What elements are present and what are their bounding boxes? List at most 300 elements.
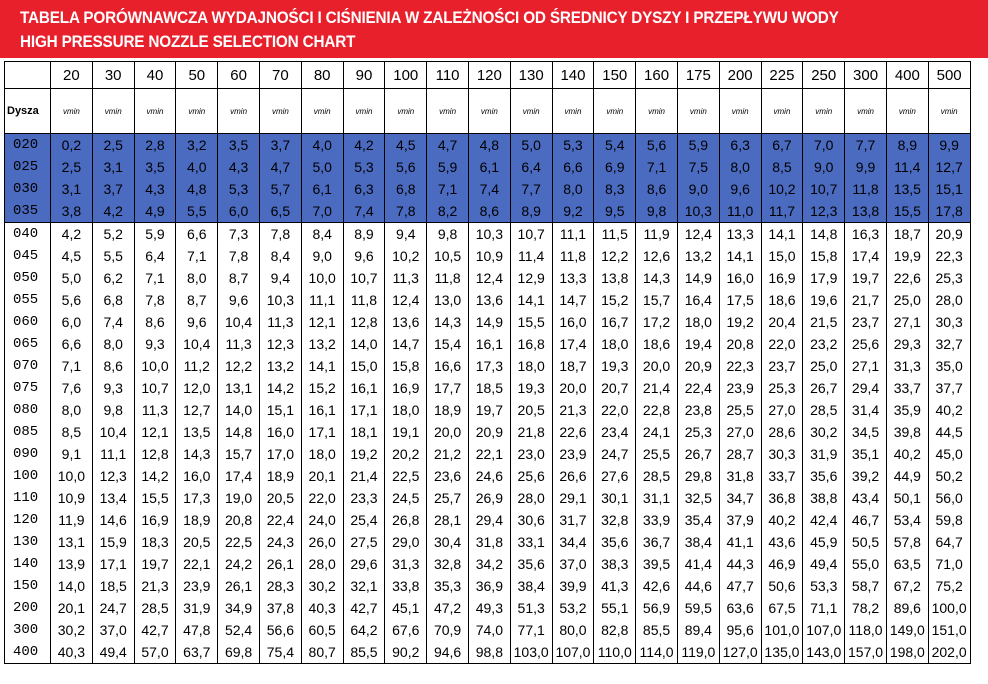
pressure-header: 60 [218, 62, 260, 89]
flow-value: 127,0 [719, 641, 761, 664]
flow-value: 4,0 [301, 134, 343, 157]
flow-value: 40,2 [886, 443, 928, 465]
flow-value: 10,4 [176, 333, 218, 355]
flow-value: 6,3 [343, 178, 385, 200]
flow-value: 22,4 [677, 377, 719, 399]
flow-value: 11,0 [719, 200, 761, 223]
flow-value: 25,5 [636, 443, 678, 465]
pressure-header: 100 [385, 62, 427, 89]
unit-label: vmin [427, 89, 469, 134]
nozzle-size: 065 [5, 333, 51, 355]
flow-value: 30,4 [427, 531, 469, 553]
flow-value: 14,9 [468, 311, 510, 333]
flow-value: 26,1 [259, 553, 301, 575]
flow-value: 4,3 [218, 156, 260, 178]
flow-value: 16,4 [677, 289, 719, 311]
nozzle-size: 030 [5, 178, 51, 200]
flow-value: 29,4 [845, 377, 887, 399]
flow-value: 13,5 [886, 178, 928, 200]
flow-value: 17,3 [468, 355, 510, 377]
flow-value: 50,1 [886, 487, 928, 509]
flow-value: 15,2 [301, 377, 343, 399]
flow-value: 24,7 [92, 597, 134, 619]
flow-value: 10,7 [510, 223, 552, 246]
nozzle-size: 050 [5, 267, 51, 289]
flow-value: 25,3 [928, 267, 970, 289]
flow-value: 5,5 [92, 245, 134, 267]
pressure-header: 225 [761, 62, 803, 89]
flow-value: 20,5 [259, 487, 301, 509]
flow-value: 20,0 [636, 355, 678, 377]
nozzle-size: 085 [5, 421, 51, 443]
flow-value: 51,3 [510, 597, 552, 619]
flow-value: 38,4 [677, 531, 719, 553]
flow-value: 41,3 [594, 575, 636, 597]
flow-value: 13,9 [51, 553, 93, 575]
flow-value: 25,6 [845, 333, 887, 355]
flow-value: 16,6 [427, 355, 469, 377]
flow-value: 18,0 [301, 443, 343, 465]
flow-value: 21,3 [552, 399, 594, 421]
flow-value: 34,9 [218, 597, 260, 619]
flow-value: 4,5 [385, 134, 427, 157]
flow-value: 103,0 [510, 641, 552, 664]
flow-value: 11,8 [552, 245, 594, 267]
flow-value: 15,5 [886, 200, 928, 223]
flow-value: 14,0 [51, 575, 93, 597]
flow-value: 8,5 [51, 421, 93, 443]
flow-value: 31,3 [385, 553, 427, 575]
flow-value: 3,1 [92, 156, 134, 178]
flow-value: 42,7 [134, 619, 176, 641]
flow-value: 16,3 [845, 223, 887, 246]
flow-value: 89,6 [886, 597, 928, 619]
flow-value: 13,3 [552, 267, 594, 289]
nozzle-size: 025 [5, 156, 51, 178]
flow-value: 8,0 [176, 267, 218, 289]
flow-value: 49,4 [92, 641, 134, 664]
nozzle-size: 090 [5, 443, 51, 465]
flow-value: 32,5 [677, 487, 719, 509]
flow-value: 33,9 [636, 509, 678, 531]
flow-value: 17,2 [636, 311, 678, 333]
flow-value: 46,9 [761, 553, 803, 575]
flow-value: 15,4 [427, 333, 469, 355]
unit-label: vmin [385, 89, 427, 134]
flow-value: 49,3 [468, 597, 510, 619]
flow-value: 11,1 [92, 443, 134, 465]
flow-value: 143,0 [803, 641, 845, 664]
flow-value: 44,5 [928, 421, 970, 443]
flow-value: 25,3 [677, 421, 719, 443]
flow-value: 11,3 [218, 333, 260, 355]
flow-value: 19,7 [468, 399, 510, 421]
flow-value: 157,0 [845, 641, 887, 664]
corner-cell [5, 62, 51, 89]
flow-value: 95,6 [719, 619, 761, 641]
table-row [5, 509, 971, 531]
nozzle-size: 100 [5, 465, 51, 487]
flow-value: 13,2 [677, 245, 719, 267]
flow-value: 9,4 [259, 267, 301, 289]
flow-value: 8,0 [51, 399, 93, 421]
nozzle-size: 060 [5, 311, 51, 333]
flow-value: 59,8 [928, 509, 970, 531]
flow-value: 31,4 [845, 399, 887, 421]
flow-value: 3,8 [51, 200, 93, 223]
flow-value: 24,6 [468, 465, 510, 487]
flow-value: 27,5 [343, 531, 385, 553]
flow-value: 6,4 [134, 245, 176, 267]
flow-value: 16,0 [719, 267, 761, 289]
flow-value: 7,3 [218, 223, 260, 246]
flow-value: 18,7 [552, 355, 594, 377]
flow-value: 44,9 [886, 465, 928, 487]
flow-value: 39,8 [886, 421, 928, 443]
flow-value: 135,0 [761, 641, 803, 664]
flow-value: 12,4 [385, 289, 427, 311]
flow-value: 18,6 [761, 289, 803, 311]
flow-value: 20,9 [928, 223, 970, 246]
flow-value: 55,1 [594, 597, 636, 619]
flow-value: 16,9 [385, 377, 427, 399]
flow-value: 2,8 [134, 134, 176, 157]
flow-value: 2,5 [92, 134, 134, 157]
flow-value: 43,6 [761, 531, 803, 553]
flow-value: 40,2 [761, 509, 803, 531]
flow-value: 6,8 [92, 289, 134, 311]
flow-value: 19,7 [134, 553, 176, 575]
flow-value: 12,7 [928, 156, 970, 178]
flow-value: 16,0 [176, 465, 218, 487]
nozzle-size: 080 [5, 399, 51, 421]
flow-value: 202,0 [928, 641, 970, 664]
flow-value: 7,0 [803, 134, 845, 157]
flow-value: 13,1 [51, 531, 93, 553]
flow-value: 34,5 [845, 421, 887, 443]
flow-value: 12,8 [134, 443, 176, 465]
flow-value: 15,7 [218, 443, 260, 465]
flow-value: 15,1 [259, 399, 301, 421]
flow-value: 28,1 [427, 509, 469, 531]
flow-value: 11,3 [134, 399, 176, 421]
flow-value: 25,6 [510, 465, 552, 487]
flow-value: 4,2 [51, 223, 93, 246]
flow-value: 80,7 [301, 641, 343, 664]
flow-value: 58,7 [845, 575, 887, 597]
flow-value: 27,1 [845, 355, 887, 377]
flow-value: 27,1 [886, 311, 928, 333]
unit-label: vmin [552, 89, 594, 134]
pressure-header: 30 [92, 62, 134, 89]
flow-value: 16,1 [468, 333, 510, 355]
flow-value: 12,1 [301, 311, 343, 333]
flow-value: 28,6 [761, 421, 803, 443]
flow-value: 12,9 [510, 267, 552, 289]
flow-value: 6,6 [552, 156, 594, 178]
flow-value: 19,3 [594, 355, 636, 377]
flow-value: 26,0 [301, 531, 343, 553]
flow-value: 20,8 [719, 333, 761, 355]
table-row [5, 200, 971, 223]
flow-value: 11,5 [594, 223, 636, 246]
flow-value: 13,2 [301, 333, 343, 355]
pressure-header: 300 [845, 62, 887, 89]
flow-value: 42,7 [343, 597, 385, 619]
flow-value: 33,7 [761, 465, 803, 487]
flow-value: 57,0 [134, 641, 176, 664]
flow-value: 18,9 [259, 465, 301, 487]
flow-value: 29,6 [343, 553, 385, 575]
flow-value: 56,9 [636, 597, 678, 619]
flow-value: 67,2 [886, 575, 928, 597]
flow-value: 18,9 [427, 399, 469, 421]
flow-value: 21,4 [343, 465, 385, 487]
flow-value: 30,6 [510, 509, 552, 531]
flow-value: 7,4 [92, 311, 134, 333]
flow-value: 8,6 [134, 311, 176, 333]
flow-value: 24,1 [636, 421, 678, 443]
flow-value: 7,1 [51, 355, 93, 377]
flow-value: 30,2 [803, 421, 845, 443]
flow-value: 47,2 [427, 597, 469, 619]
pressure-header: 90 [343, 62, 385, 89]
pressure-header: 120 [468, 62, 510, 89]
flow-value: 13,0 [427, 289, 469, 311]
flow-value: 10,2 [761, 178, 803, 200]
flow-value: 39,2 [845, 465, 887, 487]
flow-value: 13,3 [719, 223, 761, 246]
flow-value: 14,8 [218, 421, 260, 443]
table-row [5, 178, 971, 200]
flow-value: 9,8 [427, 223, 469, 246]
pressure-header: 70 [259, 62, 301, 89]
unit-label: vmin [886, 89, 928, 134]
flow-value: 22,3 [928, 245, 970, 267]
flow-value: 71,0 [928, 553, 970, 575]
flow-value: 11,8 [427, 267, 469, 289]
flow-value: 29,0 [385, 531, 427, 553]
flow-value: 24,5 [385, 487, 427, 509]
flow-value: 20,7 [594, 377, 636, 399]
table-row [5, 267, 971, 289]
flow-value: 25,3 [761, 377, 803, 399]
flow-value: 8,9 [510, 200, 552, 223]
flow-value: 19,1 [385, 421, 427, 443]
flow-value: 8,7 [218, 267, 260, 289]
flow-value: 10,9 [51, 487, 93, 509]
unit-label: vmin [510, 89, 552, 134]
flow-value: 17,1 [301, 421, 343, 443]
flow-value: 11,1 [552, 223, 594, 246]
flow-value: 30,2 [51, 619, 93, 641]
flow-value: 9,9 [928, 134, 970, 157]
flow-value: 12,3 [92, 465, 134, 487]
flow-value: 4,5 [51, 245, 93, 267]
flow-value: 63,6 [719, 597, 761, 619]
flow-value: 20,1 [301, 465, 343, 487]
flow-value: 11,8 [845, 178, 887, 200]
flow-value: 7,1 [636, 156, 678, 178]
flow-value: 15,0 [761, 245, 803, 267]
flow-value: 14,0 [218, 399, 260, 421]
flow-value: 35,3 [427, 575, 469, 597]
flow-value: 18,3 [134, 531, 176, 553]
nozzle-size: 020 [5, 134, 51, 157]
flow-value: 16,1 [301, 399, 343, 421]
flow-value: 5,3 [343, 156, 385, 178]
flow-value: 33,8 [385, 575, 427, 597]
flow-value: 19,2 [719, 311, 761, 333]
flow-value: 14,1 [719, 245, 761, 267]
flow-value: 21,4 [636, 377, 678, 399]
pressure-header: 80 [301, 62, 343, 89]
flow-value: 3,5 [134, 156, 176, 178]
flow-value: 4,9 [134, 200, 176, 223]
flow-value: 4,7 [427, 134, 469, 157]
flow-value: 8,3 [594, 178, 636, 200]
unit-label: vmin [176, 89, 218, 134]
flow-value: 37,7 [928, 377, 970, 399]
flow-value: 9,8 [636, 200, 678, 223]
flow-value: 7,1 [427, 178, 469, 200]
unit-label: vmin [803, 89, 845, 134]
pressure-header: 150 [594, 62, 636, 89]
flow-value: 35,9 [886, 399, 928, 421]
flow-value: 23,2 [803, 333, 845, 355]
pressure-header: 130 [510, 62, 552, 89]
table-row [5, 421, 971, 443]
flow-value: 49,4 [803, 553, 845, 575]
flow-value: 63,5 [886, 553, 928, 575]
flow-value: 151,0 [928, 619, 970, 641]
flow-value: 119,0 [677, 641, 719, 664]
flow-value: 60,5 [301, 619, 343, 641]
flow-value: 100,0 [928, 597, 970, 619]
flow-value: 67,6 [385, 619, 427, 641]
nozzle-size: 130 [5, 531, 51, 553]
flow-value: 9,1 [51, 443, 93, 465]
flow-value: 36,9 [468, 575, 510, 597]
flow-value: 8,0 [92, 333, 134, 355]
flow-value: 14,3 [427, 311, 469, 333]
flow-value: 9,0 [803, 156, 845, 178]
flow-value: 15,2 [594, 289, 636, 311]
flow-value: 69,8 [218, 641, 260, 664]
unit-label: vmin [92, 89, 134, 134]
flow-value: 24,0 [301, 509, 343, 531]
flow-value: 7,7 [845, 134, 887, 157]
table-row [5, 597, 971, 619]
flow-value: 23,7 [761, 355, 803, 377]
flow-value: 64,7 [928, 531, 970, 553]
flow-value: 9,2 [552, 200, 594, 223]
flow-value: 16,8 [510, 333, 552, 355]
flow-value: 5,0 [301, 156, 343, 178]
flow-value: 6,3 [719, 134, 761, 157]
flow-value: 9,6 [343, 245, 385, 267]
flow-value: 19,7 [845, 267, 887, 289]
flow-value: 26,7 [803, 377, 845, 399]
flow-value: 3,1 [51, 178, 93, 200]
nozzle-size: 140 [5, 553, 51, 575]
flow-value: 18,7 [886, 223, 928, 246]
unit-label: vmin [928, 89, 970, 134]
flow-value: 25,0 [803, 355, 845, 377]
flow-value: 98,8 [468, 641, 510, 664]
flow-value: 11,7 [761, 200, 803, 223]
pressure-header-row [5, 62, 971, 89]
flow-value: 27,0 [719, 421, 761, 443]
flow-value: 14,1 [510, 289, 552, 311]
pressure-header: 160 [636, 62, 678, 89]
flow-value: 8,9 [343, 223, 385, 246]
flow-value: 12,7 [176, 399, 218, 421]
flow-value: 17,0 [259, 443, 301, 465]
flow-value: 31,3 [886, 355, 928, 377]
flow-value: 20,0 [552, 377, 594, 399]
flow-value: 27,0 [761, 399, 803, 421]
flow-value: 23,6 [427, 465, 469, 487]
nozzle-selection-table [4, 61, 971, 664]
flow-value: 12,3 [803, 200, 845, 223]
flow-value: 30,2 [301, 575, 343, 597]
flow-value: 35,6 [510, 553, 552, 575]
flow-value: 59,5 [677, 597, 719, 619]
flow-value: 14,2 [259, 377, 301, 399]
flow-value: 5,9 [427, 156, 469, 178]
flow-value: 5,6 [385, 156, 427, 178]
flow-value: 74,0 [468, 619, 510, 641]
flow-value: 23,9 [552, 443, 594, 465]
flow-value: 25,5 [719, 399, 761, 421]
flow-value: 5,3 [552, 134, 594, 157]
unit-label: vmin [218, 89, 260, 134]
flow-value: 31,8 [468, 531, 510, 553]
flow-value: 6,8 [385, 178, 427, 200]
flow-value: 26,9 [468, 487, 510, 509]
table-row [5, 399, 971, 421]
flow-value: 18,0 [677, 311, 719, 333]
flow-value: 56,6 [259, 619, 301, 641]
flow-value: 6,9 [594, 156, 636, 178]
flow-value: 4,8 [468, 134, 510, 157]
flow-value: 14,9 [677, 267, 719, 289]
table-row [5, 487, 971, 509]
flow-value: 11,9 [636, 223, 678, 246]
flow-value: 5,0 [510, 134, 552, 157]
flow-value: 30,3 [761, 443, 803, 465]
table-row [5, 619, 971, 641]
flow-value: 25,7 [427, 487, 469, 509]
flow-value: 22,1 [176, 553, 218, 575]
flow-value: 26,1 [218, 575, 260, 597]
flow-value: 14,2 [134, 465, 176, 487]
flow-value: 35,0 [928, 355, 970, 377]
table-row [5, 289, 971, 311]
flow-value: 82,8 [594, 619, 636, 641]
flow-value: 53,2 [552, 597, 594, 619]
flow-value: 45,1 [385, 597, 427, 619]
flow-value: 7,4 [468, 178, 510, 200]
flow-value: 7,1 [176, 245, 218, 267]
flow-value: 7,5 [677, 156, 719, 178]
flow-value: 6,6 [51, 333, 93, 355]
flow-value: 35,6 [803, 465, 845, 487]
flow-value: 31,9 [176, 597, 218, 619]
flow-value: 14,3 [636, 267, 678, 289]
flow-value: 16,9 [134, 509, 176, 531]
